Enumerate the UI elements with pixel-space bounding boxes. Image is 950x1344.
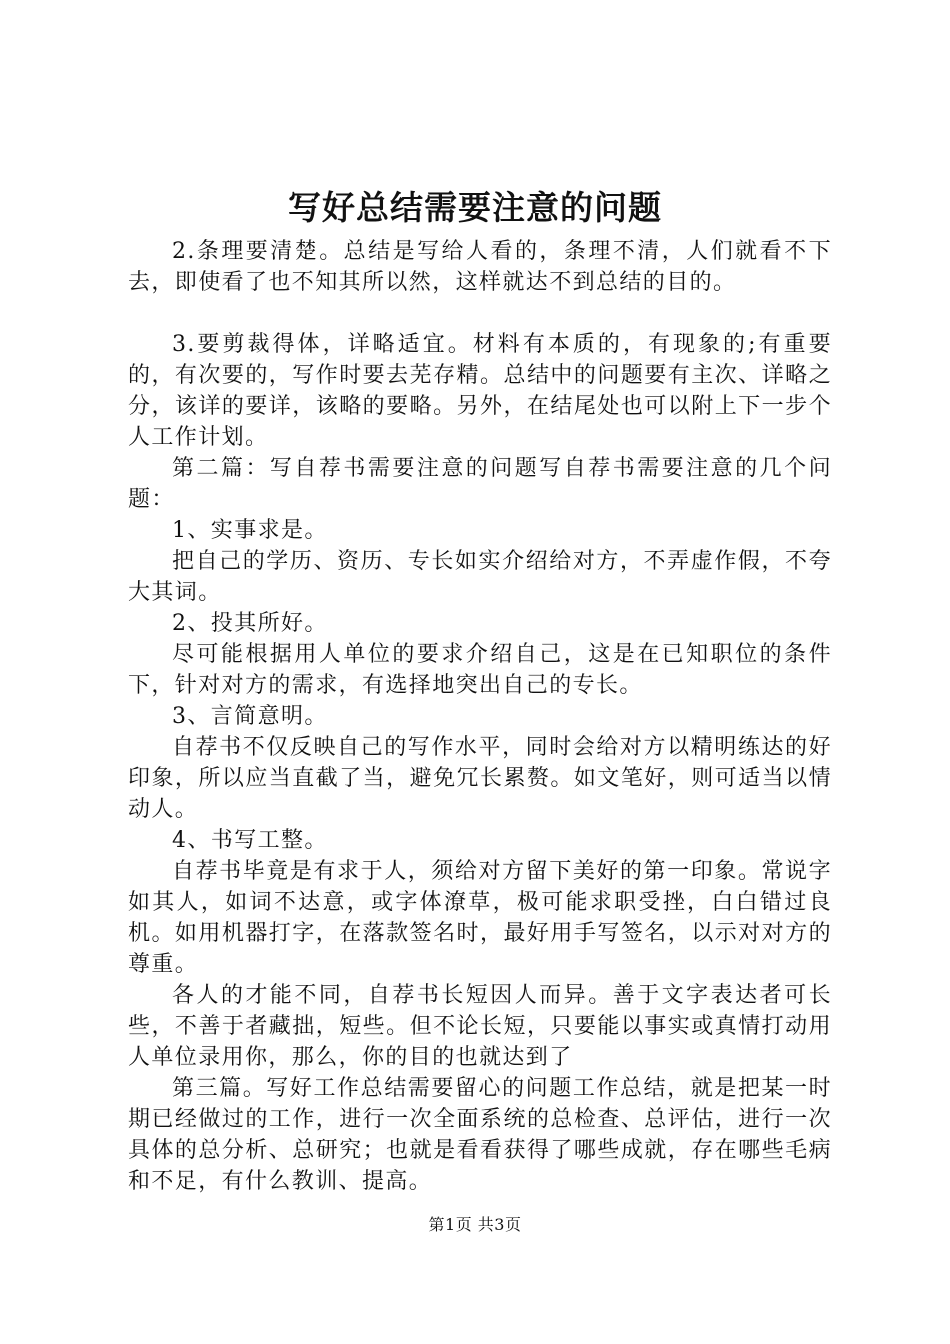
document-title: 写好总结需要注意的问题: [288, 188, 662, 227]
paragraph: 自荐书不仅反映自己的写作水平，同时会给对方以精明练达的好印象，所以应当直截了当，避免冗长累赘。如文笔好，则可适当以情动人。: [128, 735, 832, 822]
paragraph: 把自己的学历、资历、专长如实介绍给对方，不弄虚作假，不夸大其词。: [128, 549, 832, 605]
list-item-heading: 3、言简意明。: [172, 704, 328, 729]
paragraph: 各人的才能不同，自荐书长短因人而异。善于文字表达者可长些，不善于者藏拙，短些。但不论长短，只要能以事实或真情打动用人单位录用你，那么，你的目的也就达到了: [128, 983, 832, 1070]
document-body: [128, 236, 832, 1197]
list-item-heading: 2、投其所好。: [172, 611, 328, 636]
page-footer: 第1页 共3页: [428, 1215, 522, 1234]
paragraph: 自荐书毕竟是有求于人，须给对方留下美好的第一印象。常说字如其人，如词不达意，或字体潦草，极可能求职受挫，白白错过良机。如用机器打字，在落款签名时，最好用手写签名，以示对对方的尊重。: [128, 859, 832, 977]
list-item-heading: 4、书写工整。: [172, 828, 328, 853]
paragraph: 2.条理要清楚。总结是写给人看的，条理不清，人们就看不下去，即使看了也不知其所以然，这样就达不到总结的目的。: [128, 239, 832, 295]
paragraph: 3.要剪裁得体，详略适宜。材料有本质的，有现象的;有重要的，有次要的，写作时要去芜存精。总结中的问题要有主次、详略之分，该详的要详，该略的要略。另外，在结尾处也可以附上下一步个人工作计划。: [128, 332, 832, 450]
paragraph: 尽可能根据用人单位的要求介绍自己，这是在已知职位的条件下，针对对方的需求，有选择地突出自己的专长。: [128, 642, 832, 698]
section-heading: 第三篇。写好工作总结需要留心的问题工作总结，就是把某一时期已经做过的工作，进行一次全面系统的总检查、总评估，进行一次具体的总分析、总研究；也就是看看获得了哪些成就，存在哪些毛病和不足，有什么教训、提高。: [128, 1076, 832, 1194]
section-heading: 第二篇：写自荐书需要注意的问题写自荐书需要注意的几个问题：: [128, 456, 832, 512]
list-item-heading: 1、实事求是。: [172, 518, 328, 543]
